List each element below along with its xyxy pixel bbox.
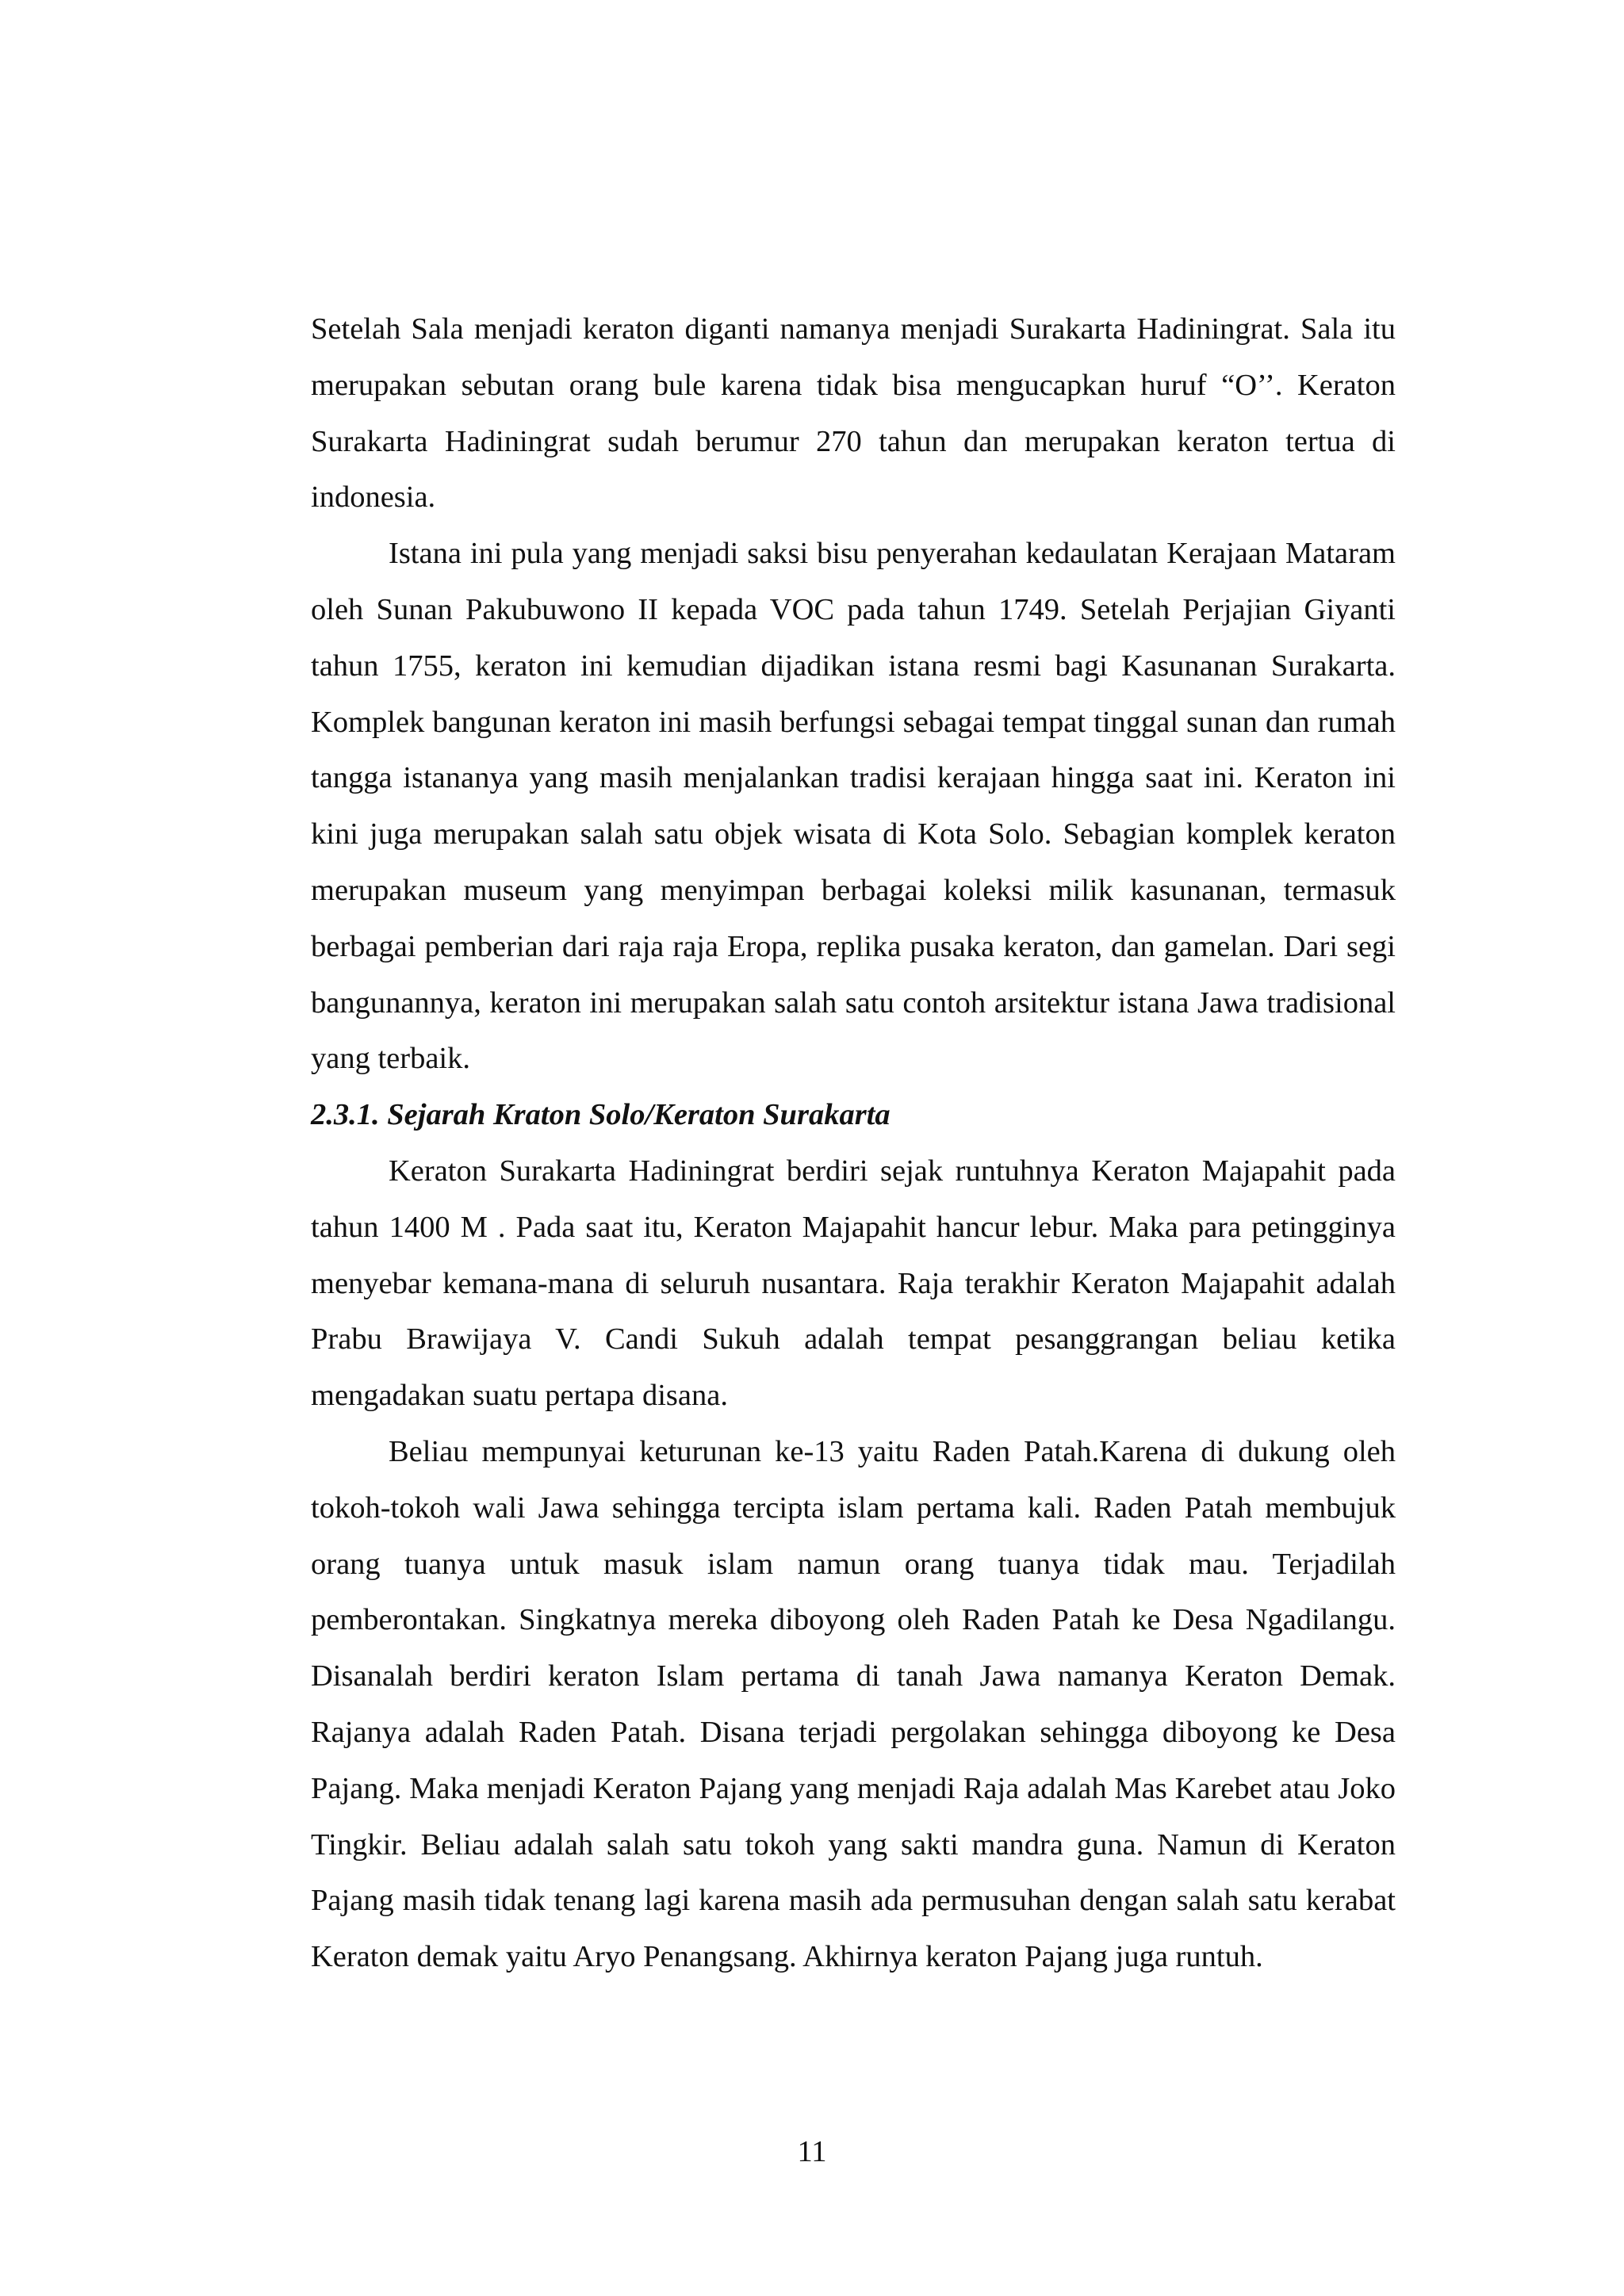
page-number: 11 bbox=[797, 2135, 827, 2168]
paragraph-sala-name: Setelah Sala menjadi keraton diganti namanya menjadi Surakarta Hadiningrat. Sala itu merupakan sebutan orang bule karena tidak bisa mengucapkan huruf “O’’. Keraton Surakarta Hadiningrat sudah berumur 270 tahun dan merupakan keraton tertua di indonesia. bbox=[311, 312, 1396, 515]
section-heading: 2.3.1. Sejarah Kraton Solo/Keraton Surakarta bbox=[311, 1098, 891, 1132]
paragraph-istana-history: Istana ini pula yang menjadi saksi bisu penyerahan kedaulatan Kerajaan Mataram oleh Sunan Pakubuwono II kepada VOC pada tahun 1749. Setelah Perjajian Giyanti tahun 1755, keraton ini kemudian dijadikan istana resmi bagi Kasunanan Surakarta. Komplek bangunan keraton ini masih berfungsi sebagai tempat tinggal sunan dan rumah tangga istananya yang masih menjalankan tradisi kerajaan hingga saat ini. Keraton ini kini juga merupakan salah satu objek wisata di Kota Solo. Sebagian komplek keraton merupakan museum yang menyimpan berbagai koleksi milik kasunanan, termasuk berbagai pemberian dari raja raja Eropa, replika pusaka keraton, dan gamelan. Dari segi bangunannya, keraton ini merupakan salah satu contoh arsitektur istana Jawa tradisional yang terbaik. bbox=[311, 537, 1396, 1076]
paragraph-raden-patah: Beliau mempunyai keturunan ke-13 yaitu Raden Patah.Karena di dukung oleh tokoh-tokoh wali Jawa sehingga tercipta islam pertama kali. Raden Patah membujuk orang tuanya untuk masuk islam namun orang tuanya tidak mau. Terjadilah pemberontakan. Singkatnya mereka diboyong oleh Raden Patah ke Desa Ngadilangu. Disanalah berdiri keraton Islam pertama di tanah Jawa namanya Keraton Demak. Rajanya adalah Raden Patah. Disana terjadi pergolakan sehingga diboyong ke Desa Pajang. Maka menjadi Keraton Pajang yang menjadi Raja adalah Mas Karebet atau Joko Tingkir. Beliau adalah salah satu tokoh yang sakti mandra guna. Namun di Keraton Pajang masih tidak tenang lagi karena masih ada permusuhan dengan salah satu kerabat Keraton demak yaitu Aryo Penangsang. Akhirnya keraton Pajang juga runtuh. bbox=[311, 1434, 1396, 1974]
paragraph-majapahit: Keraton Surakarta Hadiningrat berdiri sejak runtuhnya Keraton Majapahit pada tahun 1400 M . Pada saat itu, Keraton Majapahit hancur lebur. Maka para petingginya menyebar kemana-mana di seluruh nusantara. Raja terakhir Keraton Majapahit adalah Prabu Brawijaya V. Candi Sukuh adalah tempat pesanggrangan beliau ketika mengadakan suatu pertapa disana. bbox=[311, 1154, 1396, 1413]
document-body bbox=[311, 301, 1396, 1985]
